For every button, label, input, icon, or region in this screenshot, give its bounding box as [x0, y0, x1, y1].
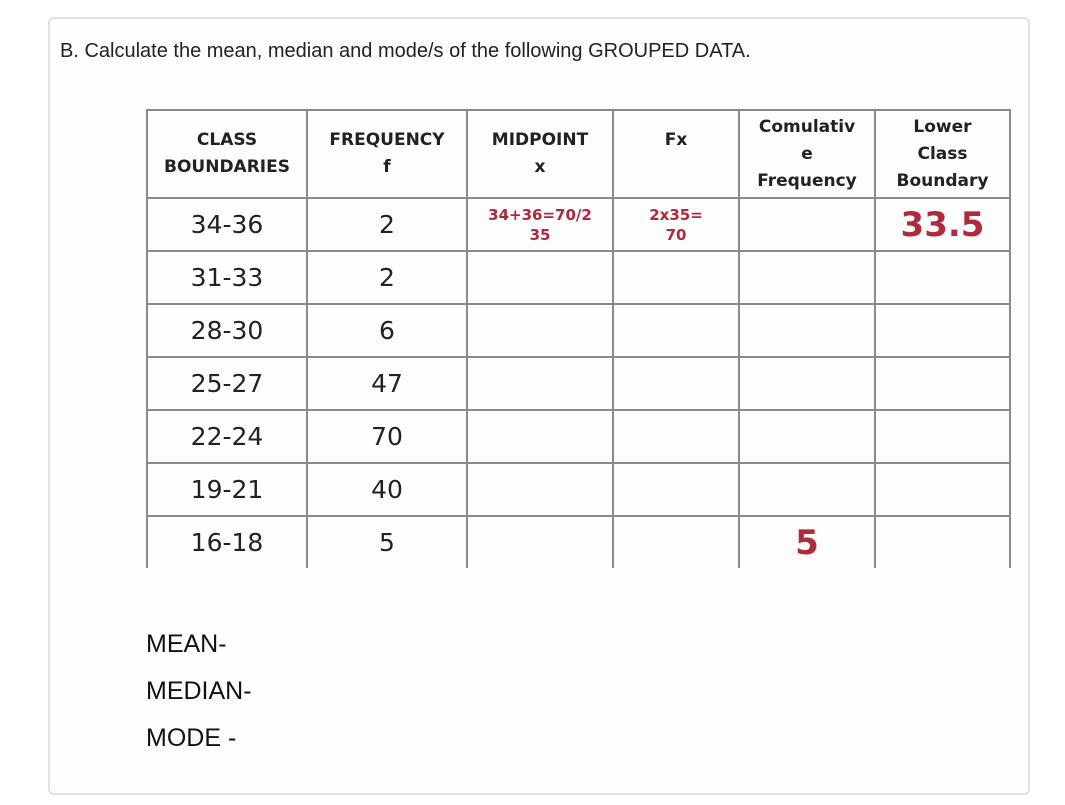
- cell-frequency: 2: [307, 251, 467, 304]
- cell-class: 19-21: [147, 463, 307, 516]
- table-row: [147, 251, 1010, 304]
- table-row: [147, 516, 1010, 568]
- grouped-data-table: [146, 109, 1011, 568]
- cell-cumulative: [739, 357, 875, 410]
- cell-fx: [613, 357, 739, 410]
- cell-cumulative: [739, 410, 875, 463]
- table-header-row: [147, 110, 1010, 198]
- cell-frequency: 47: [307, 357, 467, 410]
- header-fx: Fx: [613, 110, 739, 198]
- table-row: [147, 198, 1010, 251]
- cell-class: 31-33: [147, 251, 307, 304]
- table-row: [147, 410, 1010, 463]
- cell-class: 28-30: [147, 304, 307, 357]
- header-cumulative-frequency: Comulativ e Frequency: [739, 110, 875, 198]
- cell-fx: [613, 516, 739, 568]
- cell-cumulative: [739, 251, 875, 304]
- cell-fx: [613, 463, 739, 516]
- cell-lower-boundary: [875, 516, 1010, 568]
- header-lower-class-boundary: Lower Class Boundary: [875, 110, 1010, 198]
- cell-lower-boundary: [875, 304, 1010, 357]
- cell-cumulative: [739, 198, 875, 251]
- cell-midpoint: 34+36=70/2 35: [467, 198, 613, 251]
- cell-cumulative: [739, 463, 875, 516]
- cell-midpoint: [467, 304, 613, 357]
- table-row: [147, 357, 1010, 410]
- cell-fx: [613, 410, 739, 463]
- mean-label: MEAN-: [146, 630, 227, 658]
- cell-frequency: 70: [307, 410, 467, 463]
- cell-lower-boundary: [875, 463, 1010, 516]
- cell-class: 34-36: [147, 198, 307, 251]
- cell-fx: [613, 304, 739, 357]
- cell-frequency: 5: [307, 516, 467, 568]
- table-row: [147, 463, 1010, 516]
- cell-lower-boundary: [875, 410, 1010, 463]
- header-frequency: FREQUENCY f: [307, 110, 467, 198]
- cell-midpoint: [467, 463, 613, 516]
- cell-class: 25-27: [147, 357, 307, 410]
- cell-frequency: 40: [307, 463, 467, 516]
- cell-lower-boundary: [875, 357, 1010, 410]
- cell-lower-boundary: 33.5: [875, 198, 1010, 251]
- cell-class: 16-18: [147, 516, 307, 568]
- cell-midpoint: [467, 516, 613, 568]
- cell-fx: [613, 251, 739, 304]
- mode-label: MODE -: [146, 724, 237, 752]
- header-midpoint: MIDPOINT x: [467, 110, 613, 198]
- cell-class: 22-24: [147, 410, 307, 463]
- cell-midpoint: [467, 357, 613, 410]
- table-row: [147, 304, 1010, 357]
- cell-cumulative: [739, 304, 875, 357]
- cell-midpoint: [467, 410, 613, 463]
- cell-cumulative: 5: [739, 516, 875, 568]
- cell-frequency: 6: [307, 304, 467, 357]
- cell-fx: 2x35= 70: [613, 198, 739, 251]
- cell-frequency: 2: [307, 198, 467, 251]
- question-text: B. Calculate the mean, median and mode/s of the following GROUPED DATA.: [60, 40, 751, 62]
- header-class-boundaries: CLASS BOUNDARIES: [147, 110, 307, 198]
- cell-lower-boundary: [875, 251, 1010, 304]
- answer-section: [146, 628, 252, 769]
- cell-midpoint: [467, 251, 613, 304]
- median-label: MEDIAN-: [146, 677, 252, 705]
